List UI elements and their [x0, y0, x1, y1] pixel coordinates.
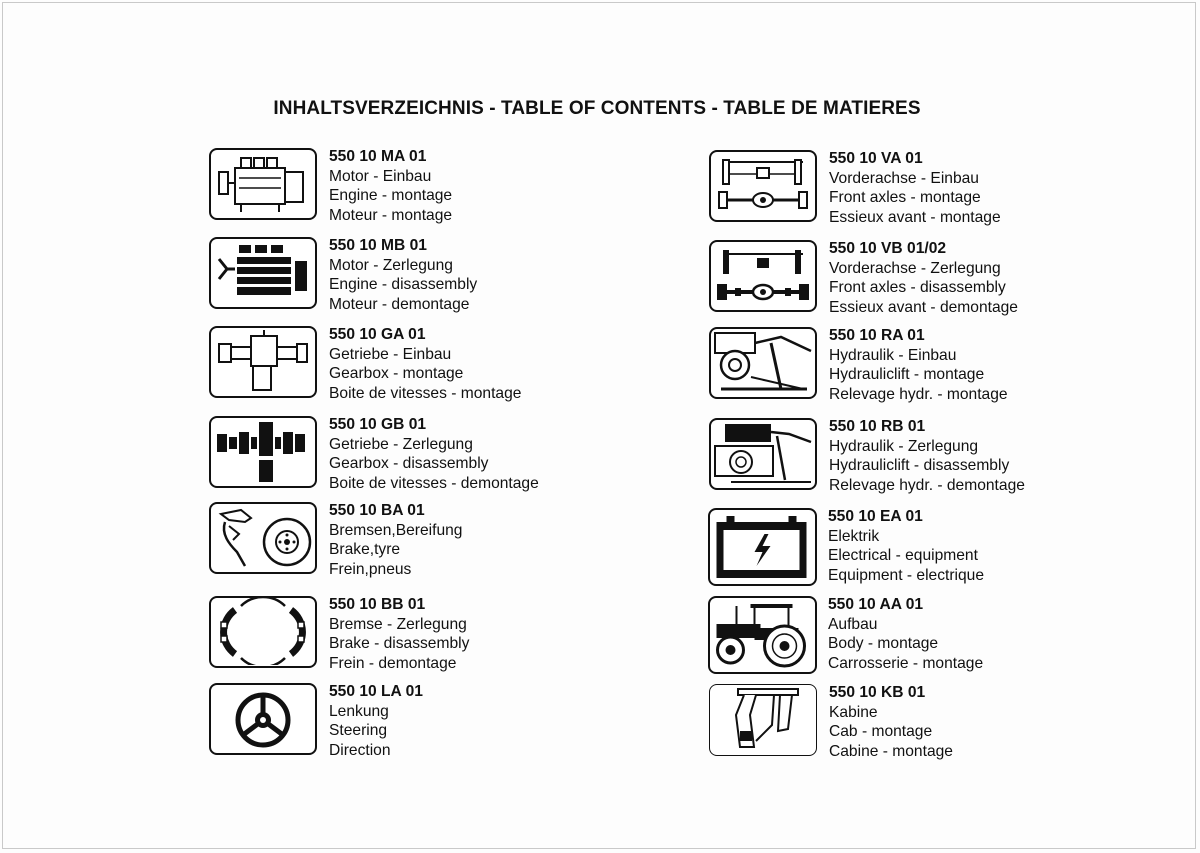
engine-exploded-icon	[209, 237, 317, 309]
toc-entry-text	[829, 149, 1001, 227]
entry-title-de: Kabine	[829, 703, 878, 721]
hydraulic-lift-exploded-icon	[709, 418, 817, 490]
entry-code: 550 10 BB 01	[329, 596, 426, 613]
entry-code: 550 10 EA 01	[828, 508, 923, 525]
gearbox-icon	[209, 326, 317, 398]
toc-entry-text	[828, 507, 984, 585]
entry-code: 550 10 GA 01	[329, 326, 426, 343]
entry-title-en: Gearbox - disassembly	[329, 455, 489, 473]
entry-title-en: Brake - disassembly	[329, 635, 470, 653]
entry-title-fr: Cabine - montage	[829, 742, 953, 760]
entry-title-de: Hydraulik - Zerlegung	[829, 437, 979, 455]
entry-title-fr: Frein,pneus	[329, 560, 412, 578]
entry-title-de: Getriebe - Einbau	[329, 345, 452, 363]
entry-code: 550 10 MA 01	[329, 148, 427, 165]
brake-tyre-icon	[209, 502, 317, 574]
toc-entry-text	[329, 236, 477, 314]
battery-icon	[708, 508, 817, 586]
entry-code: 550 10 VA 01	[829, 150, 923, 167]
toc-entry-text	[329, 595, 469, 673]
entry-title-fr: Direction	[329, 741, 391, 759]
entry-code: 550 10 RA 01	[829, 327, 925, 344]
toc-entry-text	[829, 239, 1018, 317]
entry-code: 550 10 VB 01/02	[829, 240, 947, 257]
front-axle-icon	[709, 150, 817, 222]
steering-wheel-icon	[209, 683, 317, 755]
entry-title-fr: Moteur - demontage	[329, 295, 470, 313]
toc-entry-text	[329, 682, 423, 760]
entry-title-de: Hydraulik - Einbau	[829, 346, 957, 364]
entry-title-en: Body - montage	[828, 635, 939, 653]
entry-code: 550 10 BA 01	[329, 502, 425, 519]
entry-title-fr: Essieux avant - demontage	[829, 298, 1018, 316]
entry-title-fr: Equipment - electrique	[828, 566, 985, 584]
entry-title-de: Motor - Zerlegung	[329, 256, 453, 274]
gearbox-exploded-icon	[209, 416, 317, 488]
entry-title-fr: Relevage hydr. - montage	[829, 385, 1008, 403]
entry-title-en: Gearbox - montage	[329, 365, 464, 383]
entry-title-de: Vorderachse - Einbau	[829, 169, 979, 187]
entry-title-de: Bremse - Zerlegung	[329, 615, 467, 633]
entry-title-fr: Relevage hydr. - demontage	[829, 476, 1025, 494]
entry-title-fr: Essieux avant - montage	[829, 208, 1001, 226]
entry-title-en: Front axles - montage	[829, 189, 981, 207]
toc-entry-text	[829, 417, 1025, 495]
entry-title-en: Cab - montage	[829, 723, 933, 741]
toc-entry-text	[829, 326, 1008, 404]
toc-entry-text	[829, 683, 953, 761]
entry-title-de: Aufbau	[828, 615, 878, 633]
entry-title-de: Vorderachse - Zerlegung	[829, 259, 1001, 277]
entry-title-fr: Boite de vitesses - demontage	[329, 474, 539, 492]
entry-title-fr: Moteur - montage	[329, 206, 453, 224]
entry-title-en: Electrical - equipment	[828, 547, 978, 565]
entry-title-en: Engine - montage	[329, 187, 453, 205]
entry-title-en: Hydrauliclift - montage	[829, 366, 985, 384]
toc-entry-text	[828, 595, 983, 673]
entry-title-de: Elektrik	[828, 527, 880, 545]
entry-code: 550 10 LA 01	[329, 683, 423, 700]
entry-code: 550 10 RB 01	[829, 418, 926, 435]
entry-title-fr: Boite de vitesses - montage	[329, 384, 522, 402]
tractor-icon	[708, 596, 817, 674]
entry-code: 550 10 KB 01	[829, 684, 926, 701]
toc-entry-text	[329, 415, 539, 493]
hydraulic-lift-icon	[709, 327, 817, 399]
toc-entry-text	[329, 501, 462, 579]
page-title: INHALTSVERZEICHNIS - TABLE OF CONTENTS - TABLE DE MATIERES	[273, 98, 921, 119]
entry-title-en: Engine - disassembly	[329, 276, 478, 294]
entry-title-fr: Frein - demontage	[329, 654, 457, 672]
entry-title-en: Front axles - disassembly	[829, 279, 1006, 297]
front-axle-exploded-icon	[709, 240, 817, 312]
entry-title-de: Getriebe - Zerlegung	[329, 435, 473, 453]
entry-title-de: Motor - Einbau	[329, 167, 432, 185]
cab-icon	[709, 684, 817, 756]
entry-code: 550 10 AA 01	[828, 596, 924, 613]
engine-icon	[209, 148, 317, 220]
entry-title-en: Brake,tyre	[329, 541, 401, 559]
entry-title-fr: Carrosserie - montage	[828, 654, 984, 672]
entry-code: 550 10 GB 01	[329, 416, 427, 433]
entry-code: 550 10 MB 01	[329, 237, 427, 254]
brake-shoes-icon	[209, 596, 317, 668]
toc-entry-text	[329, 147, 452, 225]
entry-title-en: Steering	[329, 722, 388, 740]
entry-title-de: Lenkung	[329, 702, 389, 720]
entry-title-de: Bremsen,Bereifung	[329, 521, 463, 539]
toc-entry-text	[329, 325, 521, 403]
entry-title-en: Hydrauliclift - disassembly	[829, 457, 1010, 475]
